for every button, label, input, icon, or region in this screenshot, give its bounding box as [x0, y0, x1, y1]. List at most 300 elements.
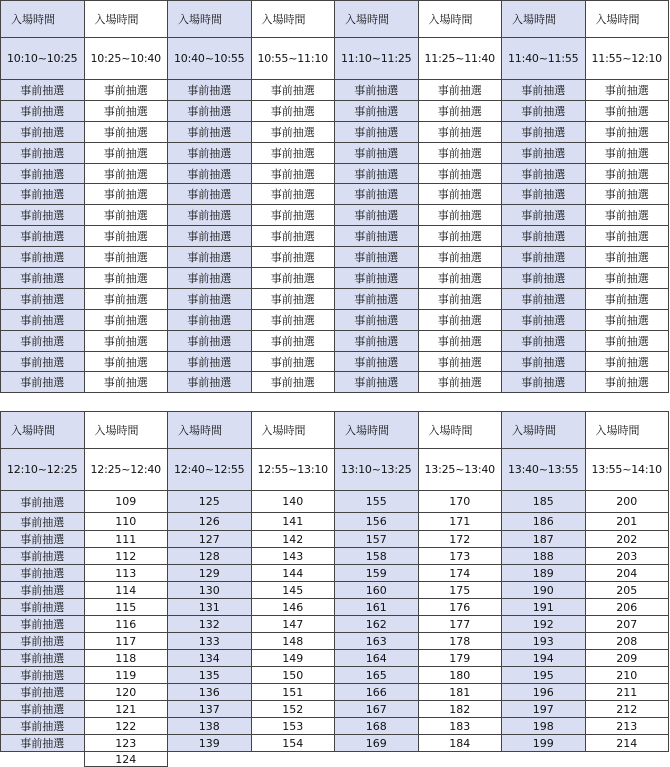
ticket-number-cell: 148	[251, 633, 335, 650]
ticket-number-cell: 207	[585, 616, 669, 633]
ticket-number-cell: 136	[168, 684, 252, 701]
lottery-cell: 事前抽選	[1, 531, 85, 548]
ticket-number-cell: 176	[418, 599, 502, 616]
ticket-number-cell: 200	[585, 491, 669, 513]
lottery-cell: 事前抽選	[1, 288, 85, 309]
lottery-cell: 事前抽選	[585, 163, 669, 184]
lottery-cell: 事前抽選	[168, 226, 252, 247]
lottery-cell: 事前抽選	[1, 226, 85, 247]
table-row	[1, 667, 669, 684]
time-slot-cell: 10:25~10:40	[84, 38, 168, 80]
time-slot-cell: 13:10~13:25	[335, 449, 419, 491]
lottery-cell: 事前抽選	[585, 268, 669, 289]
lottery-cell: 事前抽選	[168, 163, 252, 184]
lottery-cell: 事前抽選	[84, 142, 168, 163]
time-slot-cell: 13:55~14:10	[585, 449, 669, 491]
ticket-number-cell: 192	[502, 616, 586, 633]
lottery-cell: 事前抽選	[335, 142, 419, 163]
ticket-number-cell: 142	[251, 531, 335, 548]
time-slot-cell: 12:25~12:40	[84, 449, 168, 491]
lottery-cell: 事前抽選	[585, 351, 669, 372]
ticket-number-cell: 202	[585, 531, 669, 548]
ticket-number-cell: 191	[502, 599, 586, 616]
lottery-cell: 事前抽選	[84, 351, 168, 372]
lottery-cell: 事前抽選	[502, 247, 586, 268]
lottery-cell: 事前抽選	[335, 80, 419, 101]
lottery-cell: 事前抽選	[418, 330, 502, 351]
ticket-number-cell: 206	[585, 599, 669, 616]
lottery-cell: 事前抽選	[251, 351, 335, 372]
lottery-cell: 事前抽選	[1, 633, 85, 650]
table-row	[1, 80, 669, 101]
table-row	[1, 247, 669, 268]
time-slot-cell: 13:25~13:40	[418, 449, 502, 491]
table-row	[1, 565, 669, 582]
table-row	[1, 309, 669, 330]
ticket-number-cell: 195	[502, 667, 586, 684]
ticket-number-cell: 214	[585, 735, 669, 752]
lottery-cell: 事前抽選	[585, 80, 669, 101]
time-slot-cell: 12:40~12:55	[168, 449, 252, 491]
time-slot-cell: 12:55~13:10	[251, 449, 335, 491]
lottery-cell: 事前抽選	[1, 616, 85, 633]
ticket-number-cell: 161	[335, 599, 419, 616]
ticket-number-cell: 131	[168, 599, 252, 616]
lottery-cell: 事前抽選	[502, 288, 586, 309]
lottery-cell: 事前抽選	[335, 330, 419, 351]
lottery-cell: 事前抽選	[84, 330, 168, 351]
lottery-cell: 事前抽選	[335, 351, 419, 372]
lottery-cell: 事前抽選	[251, 309, 335, 330]
table-row	[1, 121, 669, 142]
ticket-number-cell: 164	[335, 650, 419, 667]
ticket-number-cell: 116	[84, 616, 168, 633]
extra-row	[1, 752, 669, 767]
ticket-number-cell: 130	[168, 582, 252, 599]
ticket-number-cell: 153	[251, 718, 335, 735]
lottery-cell: 事前抽選	[502, 100, 586, 121]
header-cell: 入場時間	[168, 1, 252, 38]
time-slot-cell: 10:40~10:55	[168, 38, 252, 80]
lottery-cell: 事前抽選	[335, 372, 419, 393]
lottery-cell: 事前抽選	[1, 142, 85, 163]
table-row	[1, 531, 669, 548]
lottery-cell: 事前抽選	[418, 372, 502, 393]
lottery-cell: 事前抽選	[168, 142, 252, 163]
table-row	[1, 582, 669, 599]
ticket-number-cell: 122	[84, 718, 168, 735]
lottery-cell: 事前抽選	[418, 100, 502, 121]
header-cell: 入場時間	[335, 1, 419, 38]
ticket-number-cell: 125	[168, 491, 252, 513]
ticket-number-cell: 189	[502, 565, 586, 582]
ticket-number-cell: 205	[585, 582, 669, 599]
ticket-number-cell: 190	[502, 582, 586, 599]
time-slot-cell: 11:55~12:10	[585, 38, 669, 80]
lottery-cell: 事前抽選	[168, 100, 252, 121]
ticket-number-cell: 199	[502, 735, 586, 752]
lottery-cell: 事前抽選	[84, 163, 168, 184]
lottery-cell: 事前抽選	[502, 80, 586, 101]
lottery-cell: 事前抽選	[84, 268, 168, 289]
ticket-number-cell: 156	[335, 513, 419, 531]
lottery-cell: 事前抽選	[251, 226, 335, 247]
ticket-number-cell: 147	[251, 616, 335, 633]
lottery-cell: 事前抽選	[585, 100, 669, 121]
ticket-number-cell: 135	[168, 667, 252, 684]
ticket-number-cell: 138	[168, 718, 252, 735]
table-row	[1, 513, 669, 531]
lottery-cell: 事前抽選	[335, 121, 419, 142]
lottery-cell: 事前抽選	[84, 247, 168, 268]
table-row	[1, 163, 669, 184]
ticket-number-cell: 112	[84, 548, 168, 565]
lottery-cell: 事前抽選	[502, 205, 586, 226]
table-row	[1, 718, 669, 735]
header-cell: 入場時間	[502, 412, 586, 449]
lottery-cell: 事前抽選	[251, 288, 335, 309]
table-row	[1, 142, 669, 163]
lottery-cell: 事前抽選	[418, 184, 502, 205]
lottery-cell: 事前抽選	[84, 288, 168, 309]
ticket-number-cell: 174	[418, 565, 502, 582]
lottery-cell: 事前抽選	[418, 163, 502, 184]
lottery-cell: 事前抽選	[1, 735, 85, 752]
ticket-number-cell: 162	[335, 616, 419, 633]
ticket-number-cell: 144	[251, 565, 335, 582]
lottery-cell: 事前抽選	[335, 288, 419, 309]
lottery-cell: 事前抽選	[168, 205, 252, 226]
lottery-cell: 事前抽選	[585, 205, 669, 226]
table-row	[1, 650, 669, 667]
lottery-cell: 事前抽選	[418, 351, 502, 372]
time-slot-cell: 13:40~13:55	[502, 449, 586, 491]
lottery-cell: 事前抽選	[418, 268, 502, 289]
ticket-number-cell: 115	[84, 599, 168, 616]
lottery-cell: 事前抽選	[84, 184, 168, 205]
lottery-cell: 事前抽選	[1, 599, 85, 616]
lottery-cell: 事前抽選	[168, 268, 252, 289]
time-slot-cell: 10:55~11:10	[251, 38, 335, 80]
lottery-cell: 事前抽選	[502, 121, 586, 142]
lottery-cell: 事前抽選	[1, 582, 85, 599]
ticket-number-cell: 172	[418, 531, 502, 548]
lottery-cell: 事前抽選	[585, 309, 669, 330]
ticket-number-cell: 126	[168, 513, 252, 531]
entry-schedule-table-afternoon	[0, 411, 669, 767]
lottery-cell: 事前抽選	[335, 163, 419, 184]
lottery-cell: 事前抽選	[251, 268, 335, 289]
ticket-number-cell: 180	[418, 667, 502, 684]
ticket-number-cell: 121	[84, 701, 168, 718]
ticket-number-cell: 169	[335, 735, 419, 752]
time-slot-row	[1, 449, 669, 491]
table-row	[1, 735, 669, 752]
ticket-number-cell: 210	[585, 667, 669, 684]
lottery-cell: 事前抽選	[84, 100, 168, 121]
header-cell: 入場時間	[168, 412, 252, 449]
ticket-number-cell: 155	[335, 491, 419, 513]
lottery-cell: 事前抽選	[84, 80, 168, 101]
table-row	[1, 268, 669, 289]
ticket-number-cell: 184	[418, 735, 502, 752]
lottery-cell: 事前抽選	[1, 80, 85, 101]
ticket-number-cell: 124	[84, 752, 168, 767]
table-row	[1, 701, 669, 718]
ticket-number-cell: 128	[168, 548, 252, 565]
time-slot-row	[1, 38, 669, 80]
lottery-cell: 事前抽選	[1, 667, 85, 684]
lottery-cell: 事前抽選	[84, 309, 168, 330]
lottery-cell: 事前抽選	[251, 205, 335, 226]
ticket-number-cell: 171	[418, 513, 502, 531]
ticket-number-cell: 119	[84, 667, 168, 684]
lottery-cell: 事前抽選	[585, 142, 669, 163]
lottery-cell: 事前抽選	[1, 650, 85, 667]
lottery-cell: 事前抽選	[251, 372, 335, 393]
lottery-cell: 事前抽選	[418, 226, 502, 247]
ticket-number-cell: 146	[251, 599, 335, 616]
ticket-number-cell: 173	[418, 548, 502, 565]
ticket-number-cell: 181	[418, 684, 502, 701]
ticket-number-cell: 185	[502, 491, 586, 513]
table-row	[1, 205, 669, 226]
lottery-cell: 事前抽選	[251, 80, 335, 101]
ticket-number-cell: 120	[84, 684, 168, 701]
header-cell: 入場時間	[251, 1, 335, 38]
ticket-number-cell: 204	[585, 565, 669, 582]
time-slot-cell: 11:10~11:25	[335, 38, 419, 80]
ticket-number-cell: 167	[335, 701, 419, 718]
ticket-number-cell: 193	[502, 633, 586, 650]
ticket-number-cell: 110	[84, 513, 168, 531]
lottery-cell: 事前抽選	[585, 184, 669, 205]
lottery-cell: 事前抽選	[251, 121, 335, 142]
lottery-cell: 事前抽選	[585, 226, 669, 247]
lottery-cell: 事前抽選	[585, 372, 669, 393]
lottery-cell: 事前抽選	[335, 184, 419, 205]
table-row	[1, 599, 669, 616]
ticket-number-cell: 118	[84, 650, 168, 667]
header-cell: 入場時間	[585, 412, 669, 449]
table-row	[1, 184, 669, 205]
lottery-cell: 事前抽選	[418, 121, 502, 142]
lottery-cell: 事前抽選	[1, 372, 85, 393]
ticket-number-cell: 158	[335, 548, 419, 565]
lottery-cell: 事前抽選	[168, 121, 252, 142]
lottery-cell: 事前抽選	[1, 330, 85, 351]
lottery-cell: 事前抽選	[168, 330, 252, 351]
lottery-cell: 事前抽選	[1, 100, 85, 121]
lottery-cell: 事前抽選	[251, 247, 335, 268]
ticket-number-cell: 145	[251, 582, 335, 599]
lottery-cell: 事前抽選	[1, 491, 85, 513]
lottery-cell: 事前抽選	[1, 701, 85, 718]
table-row	[1, 330, 669, 351]
lottery-cell: 事前抽選	[335, 268, 419, 289]
ticket-number-cell: 198	[502, 718, 586, 735]
header-cell: 入場時間	[1, 1, 85, 38]
ticket-number-cell: 187	[502, 531, 586, 548]
lottery-cell: 事前抽選	[1, 565, 85, 582]
ticket-number-cell: 201	[585, 513, 669, 531]
lottery-cell: 事前抽選	[585, 121, 669, 142]
lottery-cell: 事前抽選	[335, 100, 419, 121]
lottery-cell: 事前抽選	[1, 513, 85, 531]
ticket-number-cell: 143	[251, 548, 335, 565]
ticket-number-cell: 188	[502, 548, 586, 565]
lottery-cell: 事前抽選	[418, 288, 502, 309]
table-row	[1, 684, 669, 701]
header-cell: 入場時間	[418, 412, 502, 449]
table-row	[1, 100, 669, 121]
ticket-number-cell: 186	[502, 513, 586, 531]
ticket-number-cell: 160	[335, 582, 419, 599]
lottery-cell: 事前抽選	[335, 226, 419, 247]
ticket-number-cell: 209	[585, 650, 669, 667]
table-row	[1, 226, 669, 247]
table-row	[1, 351, 669, 372]
header-cell: 入場時間	[335, 412, 419, 449]
lottery-cell: 事前抽選	[168, 247, 252, 268]
ticket-number-cell: 139	[168, 735, 252, 752]
ticket-number-cell: 141	[251, 513, 335, 531]
table-row	[1, 491, 669, 513]
lottery-cell: 事前抽選	[1, 309, 85, 330]
lottery-cell: 事前抽選	[502, 268, 586, 289]
ticket-number-cell: 213	[585, 718, 669, 735]
lottery-cell: 事前抽選	[502, 142, 586, 163]
lottery-cell: 事前抽選	[1, 163, 85, 184]
lottery-cell: 事前抽選	[84, 205, 168, 226]
ticket-number-cell: 113	[84, 565, 168, 582]
ticket-number-cell: 170	[418, 491, 502, 513]
ticket-number-cell: 152	[251, 701, 335, 718]
table-row	[1, 288, 669, 309]
ticket-number-cell: 133	[168, 633, 252, 650]
ticket-number-cell: 166	[335, 684, 419, 701]
lottery-cell: 事前抽選	[335, 309, 419, 330]
table-row	[1, 548, 669, 565]
blank-cell	[1, 752, 85, 767]
ticket-number-cell: 183	[418, 718, 502, 735]
lottery-cell: 事前抽選	[1, 548, 85, 565]
ticket-number-cell: 129	[168, 565, 252, 582]
lottery-cell: 事前抽選	[418, 309, 502, 330]
ticket-number-cell: 197	[502, 701, 586, 718]
lottery-cell: 事前抽選	[502, 163, 586, 184]
ticket-number-cell: 211	[585, 684, 669, 701]
ticket-number-cell: 109	[84, 491, 168, 513]
lottery-cell: 事前抽選	[585, 247, 669, 268]
ticket-number-cell: 123	[84, 735, 168, 752]
time-slot-cell: 11:40~11:55	[502, 38, 586, 80]
table-row	[1, 372, 669, 393]
lottery-cell: 事前抽選	[1, 121, 85, 142]
header-cell: 入場時間	[84, 412, 168, 449]
time-slot-cell: 10:10~10:25	[1, 38, 85, 80]
ticket-number-cell: 175	[418, 582, 502, 599]
lottery-cell: 事前抽選	[418, 80, 502, 101]
lottery-cell: 事前抽選	[585, 288, 669, 309]
ticket-number-cell: 154	[251, 735, 335, 752]
lottery-cell: 事前抽選	[502, 330, 586, 351]
header-row	[1, 1, 669, 38]
lottery-cell: 事前抽選	[418, 205, 502, 226]
lottery-cell: 事前抽選	[1, 718, 85, 735]
lottery-cell: 事前抽選	[84, 226, 168, 247]
table-row	[1, 616, 669, 633]
lottery-cell: 事前抽選	[84, 121, 168, 142]
ticket-number-cell: 165	[335, 667, 419, 684]
lottery-cell: 事前抽選	[168, 351, 252, 372]
ticket-number-cell: 182	[418, 701, 502, 718]
ticket-number-cell: 151	[251, 684, 335, 701]
lottery-cell: 事前抽選	[335, 247, 419, 268]
ticket-number-cell: 159	[335, 565, 419, 582]
ticket-number-cell: 177	[418, 616, 502, 633]
lottery-cell: 事前抽選	[84, 372, 168, 393]
ticket-number-cell: 208	[585, 633, 669, 650]
lottery-cell: 事前抽選	[251, 330, 335, 351]
ticket-number-cell: 168	[335, 718, 419, 735]
lottery-cell: 事前抽選	[251, 100, 335, 121]
lottery-cell: 事前抽選	[168, 372, 252, 393]
lottery-cell: 事前抽選	[1, 205, 85, 226]
lottery-cell: 事前抽選	[251, 163, 335, 184]
time-slot-cell: 12:10~12:25	[1, 449, 85, 491]
lottery-cell: 事前抽選	[1, 247, 85, 268]
lottery-cell: 事前抽選	[168, 184, 252, 205]
lottery-cell: 事前抽選	[168, 80, 252, 101]
ticket-number-cell: 150	[251, 667, 335, 684]
ticket-number-cell: 140	[251, 491, 335, 513]
lottery-cell: 事前抽選	[502, 226, 586, 247]
header-cell: 入場時間	[585, 1, 669, 38]
ticket-number-cell: 203	[585, 548, 669, 565]
lottery-cell: 事前抽選	[335, 205, 419, 226]
ticket-number-cell: 194	[502, 650, 586, 667]
ticket-number-cell: 212	[585, 701, 669, 718]
ticket-number-cell: 111	[84, 531, 168, 548]
ticket-number-cell: 127	[168, 531, 252, 548]
lottery-cell: 事前抽選	[418, 142, 502, 163]
header-cell: 入場時間	[84, 1, 168, 38]
lottery-cell: 事前抽選	[502, 309, 586, 330]
ticket-number-cell: 163	[335, 633, 419, 650]
header-cell: 入場時間	[418, 1, 502, 38]
lottery-cell: 事前抽選	[251, 142, 335, 163]
header-cell: 入場時間	[1, 412, 85, 449]
lottery-cell: 事前抽選	[168, 288, 252, 309]
lottery-cell: 事前抽選	[585, 330, 669, 351]
ticket-number-cell: 132	[168, 616, 252, 633]
lottery-cell: 事前抽選	[168, 309, 252, 330]
header-cell: 入場時間	[251, 412, 335, 449]
ticket-number-cell: 149	[251, 650, 335, 667]
ticket-number-cell: 134	[168, 650, 252, 667]
ticket-number-cell: 196	[502, 684, 586, 701]
table-row	[1, 633, 669, 650]
lottery-cell: 事前抽選	[502, 351, 586, 372]
time-slot-cell: 11:25~11:40	[418, 38, 502, 80]
lottery-cell: 事前抽選	[1, 684, 85, 701]
lottery-cell: 事前抽選	[251, 184, 335, 205]
header-row	[1, 412, 669, 449]
header-cell: 入場時間	[502, 1, 586, 38]
ticket-number-cell: 157	[335, 531, 419, 548]
lottery-cell: 事前抽選	[502, 184, 586, 205]
